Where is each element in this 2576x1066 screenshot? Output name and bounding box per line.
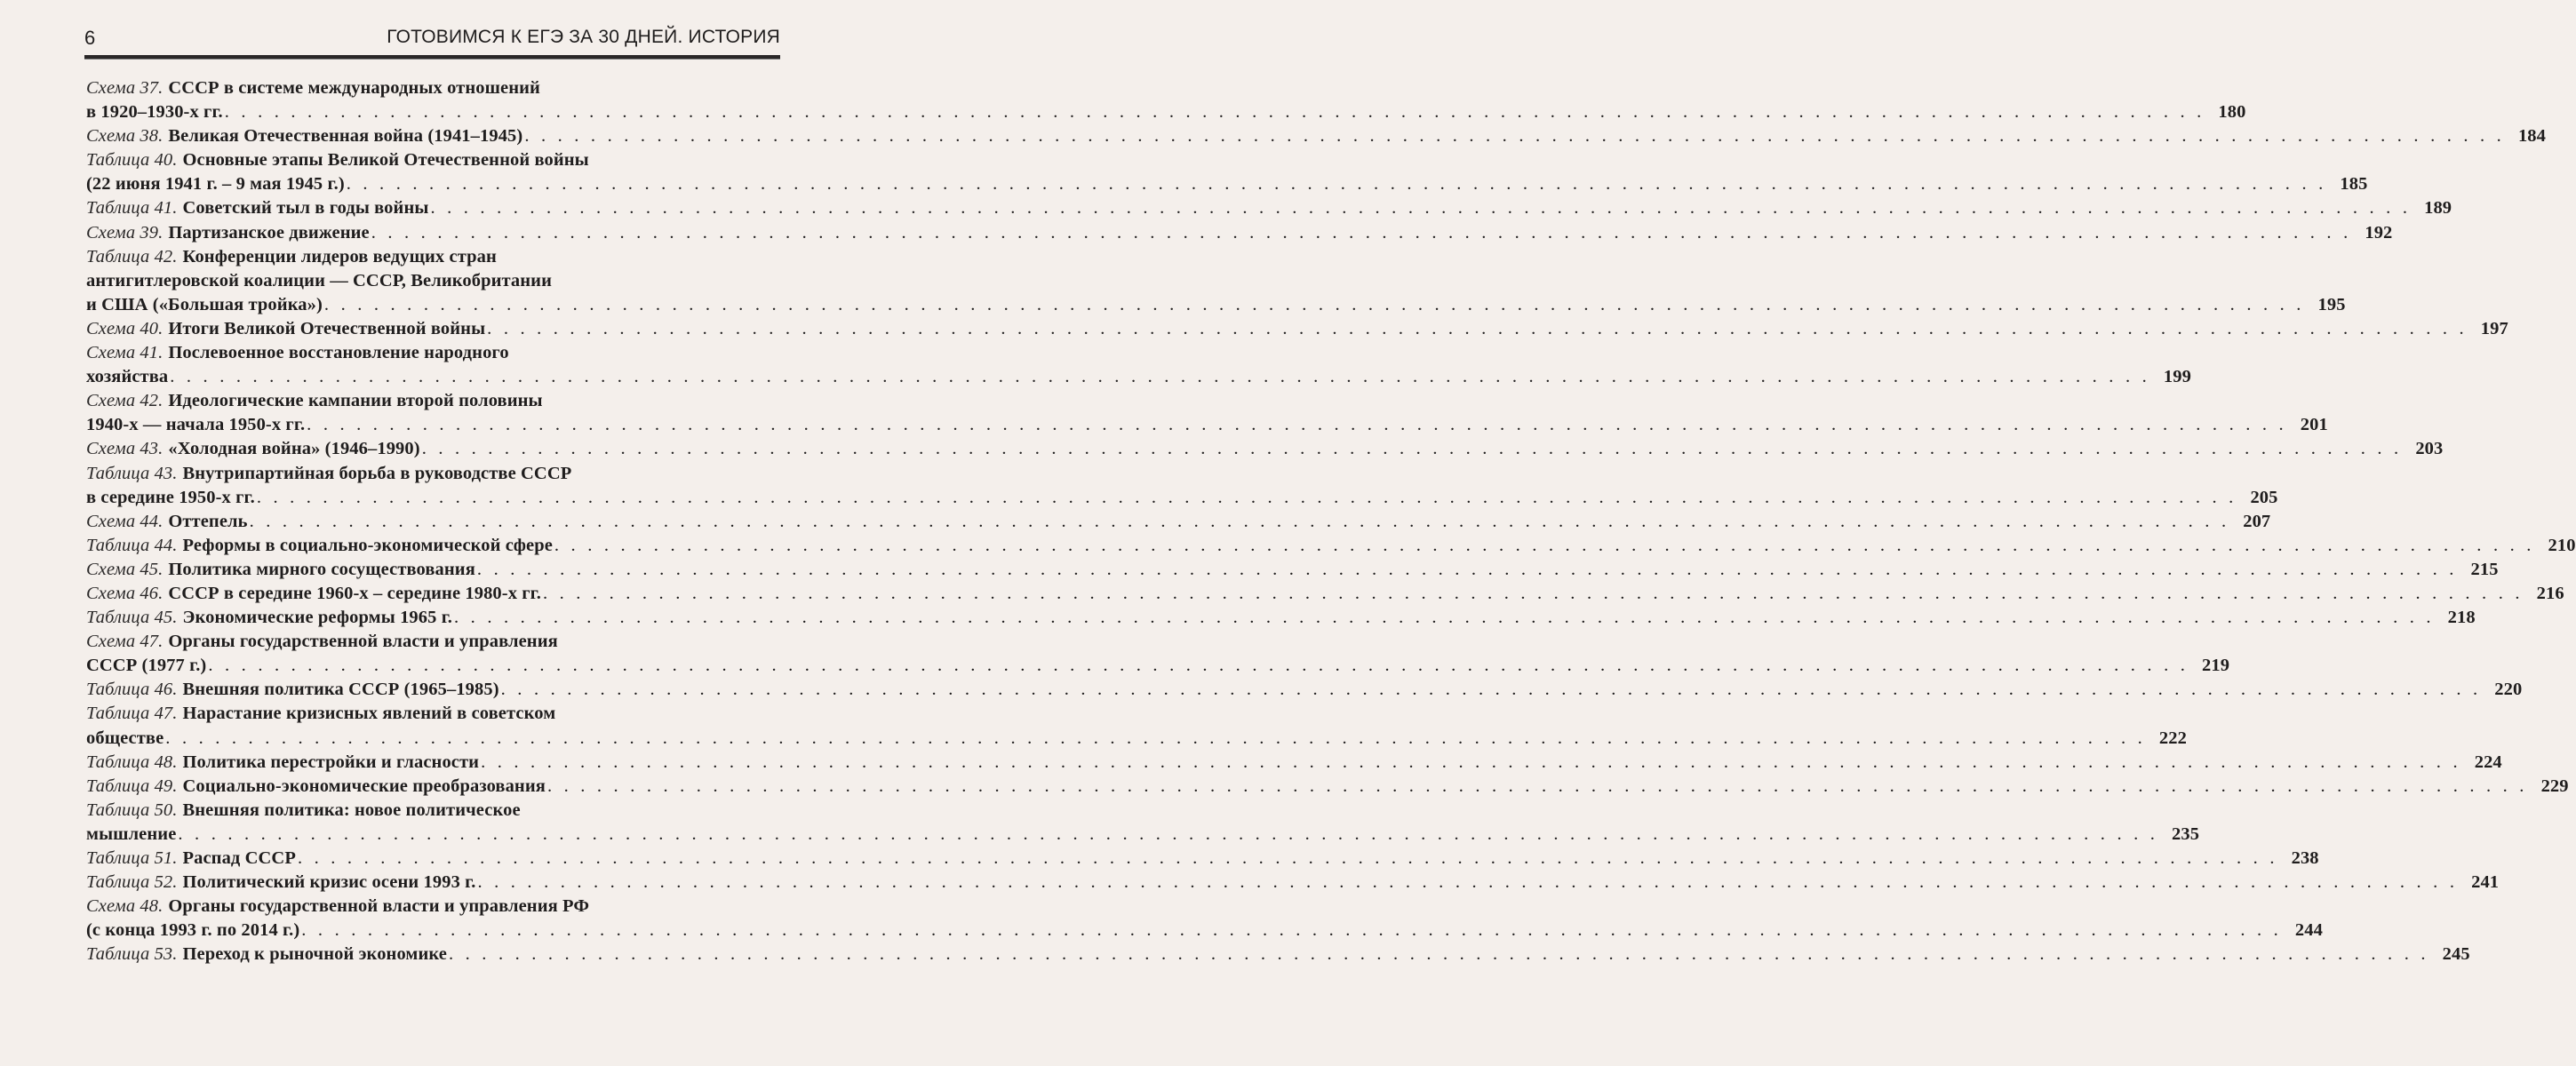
toc-entry-title: обществе — [86, 728, 164, 748]
toc-entry-title: Конференции лидеров ведущих стран — [182, 246, 497, 266]
toc-entry-label: Схема 47. — [86, 632, 163, 652]
toc-entry-page[interactable]: 238 — [2291, 848, 2319, 868]
toc-entry-label: Таблица 43. — [86, 463, 178, 483]
table-of-contents — [86, 76, 2576, 967]
toc-entry-label: Схема 38. — [86, 126, 163, 147]
toc-entry-label: Таблица 42. — [86, 246, 178, 266]
toc-entry-label: Схема 42. — [86, 391, 163, 411]
toc-entry-page[interactable]: 207 — [2243, 511, 2271, 531]
toc-entry-title: Внешняя политика: новое политическое — [182, 800, 521, 820]
book-title: ГОТОВИМСЯ К ЕГЭ ЗА 30 ДНЕЙ. ИСТОРИЯ — [387, 27, 780, 47]
toc-entry-line — [86, 702, 780, 726]
toc-entry-label: Схема 45. — [86, 559, 163, 579]
toc-entry-line — [86, 76, 780, 100]
toc-entry-page[interactable]: 184 — [2517, 126, 2547, 147]
toc-entry-page[interactable]: 229 — [2540, 776, 2569, 796]
toc-entry-page[interactable]: 222 — [2158, 728, 2187, 748]
toc-entry-title: Переход к рыночной экономике — [182, 944, 447, 965]
toc-entry-page[interactable]: 241 — [2471, 872, 2500, 893]
dot-leader: . . . . . . . . . . . . . . . . . . . . . . . . . . . . . . . . . . . . . . . . . . . . . . . . . . . . . . . . . . . . . . . . . . . . . . . . . . . . . . . . . . . . . . . . . . . . . . . . . . . . . . . . . . . . . . . . . . . . . . . . — [165, 728, 2146, 748]
toc-entry-page[interactable]: 192 — [2365, 222, 2393, 243]
toc-entry-label: Таблица 41. — [86, 198, 178, 219]
toc-entry-line — [86, 558, 2499, 582]
dot-leader: . . . . . . . . . . . . . . . . . . . . . . . . . . . . . . . . . . . . . . . . . . . . . . . . . . . . . . . . . . . . . . . . . . . . . . . . . . . . . . . . . . . . . . . . . . . . . . . . . . . . . . . . . . . . . . . . . . . . . . . . — [430, 198, 2412, 219]
toc-entry-page[interactable]: 218 — [2447, 608, 2476, 628]
dot-leader: . . . . . . . . . . . . . . . . . . . . . . . . . . . . . . . . . . . . . . . . . . . . . . . . . . . . . . . . . . . . . . . . . . . . . . . . . . . . . . . . . . . . . . . . . . . . . . . . . . . . . . . . . . . . . . . . . . . . . . . . — [301, 920, 2282, 941]
toc-entry-line — [86, 486, 2278, 510]
toc-entry-line — [86, 269, 780, 293]
toc-entry[interactable] — [86, 775, 2569, 799]
toc-entry-label: Таблица 49. — [86, 776, 178, 796]
toc-entry-line — [86, 799, 780, 823]
toc-entry-title: 1940-х — начала 1950-х гг. — [86, 415, 306, 435]
toc-entry-page[interactable]: 205 — [2250, 487, 2278, 507]
toc-entry-title: Реформы в социально-экономической сфере — [182, 535, 553, 555]
toc-entry-page[interactable]: 203 — [2415, 439, 2444, 459]
toc-entry-line — [86, 582, 2564, 606]
toc-entry-title: (с конца 1993 г. по 2014 г.) — [86, 920, 300, 941]
toc-entry-line — [86, 196, 2452, 220]
toc-entry-title: Основные этапы Великой Отечественной войны — [182, 150, 589, 171]
toc-entry-label: Таблица 51. — [86, 848, 178, 868]
dot-leader: . . . . . . . . . . . . . . . . . . . . . . . . . . . . . . . . . . . . . . . . . . . . . . . . . . . . . . . . . . . . . . . . . . . . . . . . . . . . . . . . . . . . . . . . . . . . . . . . . . . . . . . . . . . . . . . . . . . . . . . . — [481, 752, 2461, 772]
toc-entry-title: Идеологические кампании второй половины — [168, 391, 543, 411]
toc-entry[interactable] — [86, 534, 2576, 558]
toc-entry-label: Схема 44. — [86, 511, 163, 531]
toc-entry-line — [86, 245, 780, 269]
dot-leader: . . . . . . . . . . . . . . . . . . . . . . . . . . . . . . . . . . . . . . . . . . . . . . . . . . . . . . . . . . . . . . . . . . . . . . . . . . . . . . . . . . . . . . . . . . . . . . . . . . . . . . . . . . . . . . . . . . . . . . . . — [477, 872, 2459, 893]
toc-entry-label: Схема 39. — [86, 222, 163, 243]
toc-entry-title: Послевоенное восстановление народного — [168, 343, 509, 363]
toc-entry-page[interactable]: 224 — [2474, 752, 2502, 772]
toc-entry-title: Политика мирного сосуществования — [168, 559, 475, 579]
page-number: 6 — [84, 27, 96, 49]
toc-entry-line — [86, 510, 2271, 534]
toc-entry-line — [86, 775, 2569, 799]
toc-entry-title: Нарастание кризисных явлений в советском — [182, 704, 556, 724]
toc-entry-title: в середине 1950-х гг. — [86, 487, 255, 507]
toc-entry-line — [86, 871, 2500, 895]
toc-entry-label: Таблица 53. — [86, 944, 178, 965]
toc-entry-title: Органы государственной власти и управления РФ — [168, 896, 590, 917]
toc-entry-title: и США («Большая тройка») — [86, 294, 323, 314]
dot-leader: . . . . . . . . . . . . . . . . . . . . . . . . . . . . . . . . . . . . . . . . . . . . . . . . . . . . . . . . . . . . . . . . . . . . . . . . . . . . . . . . . . . . . . . . . . . . . . . . . . . . . . . . . . . . . . . . . . . . . . . . — [487, 318, 2468, 338]
toc-entry-label: Таблица 45. — [86, 608, 178, 628]
toc-entry-line — [86, 654, 2230, 678]
toc-entry-title: в 1920–1930-х гг. — [86, 102, 223, 123]
dot-leader: . . . . . . . . . . . . . . . . . . . . . . . . . . . . . . . . . . . . . . . . . . . . . . . . . . . . . . . . . . . . . . . . . . . . . . . . . . . . . . . . . . . . . . . . . . . . . . . . . . . . . . . . . . . . . . . . . . . . . . . . — [323, 294, 2305, 314]
toc-entry-title: антигитлеровской коалиции — СССР, Великобритании — [86, 270, 552, 290]
toc-entry-line — [86, 847, 2319, 871]
toc-entry-line — [86, 221, 2393, 245]
toc-entry-title: СССР в системе международных отношений — [168, 78, 540, 98]
toc-entry-line — [86, 437, 2444, 461]
toc-entry-line — [86, 943, 2470, 967]
toc-entry-title: (22 июня 1941 г. – 9 мая 1945 г.) — [86, 174, 345, 195]
dot-leader: . . . . . . . . . . . . . . . . . . . . . . . . . . . . . . . . . . . . . . . . . . . . . . . . . . . . . . . . . . . . . . . . . . . . . . . . . . . . . . . . . . . . . . . . . . . . . . . . . . . . . . . . . . . . . . . . . . . . . . . . — [208, 656, 2189, 676]
toc-entry-page[interactable]: 189 — [2424, 198, 2452, 219]
toc-entry[interactable] — [86, 510, 2271, 534]
toc-entry-page[interactable]: 201 — [2300, 415, 2328, 435]
dot-leader: . . . . . . . . . . . . . . . . . . . . . . . . . . . . . . . . . . . . . . . . . . . . . . . . . . . . . . . . . . . . . . . . . . . . . . . . . . . . . . . . . . . . . . . . . . . . . . . . . . . . . . . . . . . . . . . . . . . . . . . . — [371, 222, 2352, 243]
toc-entry-page[interactable]: 220 — [2494, 680, 2523, 700]
toc-entry-title: СССР (1977 г.) — [86, 656, 207, 676]
toc-entry-page[interactable]: 195 — [2317, 294, 2346, 314]
toc-entry-line — [86, 727, 2187, 751]
toc-entry-page[interactable]: 210 — [2548, 535, 2576, 555]
toc-entry[interactable] — [86, 245, 2346, 317]
toc-entry-title: Оттепель — [168, 511, 248, 531]
toc-entry-title: Органы государственной власти и управления — [168, 632, 558, 652]
toc-entry-line — [86, 365, 2191, 389]
toc-entry[interactable] — [86, 630, 2230, 678]
toc-entry-page[interactable]: 215 — [2470, 559, 2499, 579]
dot-leader: . . . . . . . . . . . . . . . . . . . . . . . . . . . . . . . . . . . . . . . . . . . . . . . . . . . . . . . . . . . . . . . . . . . . . . . . . . . . . . . . . . . . . . . . . . . . . . . . . . . . . . . . . . . . . . . . . . . . . . . . — [170, 367, 2150, 387]
toc-entry-line — [86, 678, 2523, 702]
toc-entry-page[interactable]: 199 — [2163, 367, 2191, 387]
toc-entry-page[interactable]: 185 — [2340, 174, 2368, 195]
toc-entry-title: Великая Отечественная война (1941–1945) — [168, 126, 523, 147]
toc-entry-line — [86, 389, 780, 413]
toc-entry[interactable] — [86, 751, 2502, 775]
toc-entry[interactable] — [86, 943, 2470, 967]
toc-entry-line — [86, 606, 2476, 630]
toc-entry-line — [86, 413, 2328, 437]
dot-leader: . . . . . . . . . . . . . . . . . . . . . . . . . . . . . . . . . . . . . . . . . . . . . . . . . . . . . . . . . . . . . . . . . . . . . . . . . . . . . . . . . . . . . . . . . . . . . . . . . . . . . . . . . . . . . . . . . . . . . . . . — [543, 583, 2524, 603]
toc-entry-page[interactable]: 245 — [2442, 944, 2470, 965]
toc-entry-title: «Холодная война» (1946–1990) — [168, 439, 420, 459]
dot-leader: . . . . . . . . . . . . . . . . . . . . . . . . . . . . . . . . . . . . . . . . . . . . . . . . . . . . . . . . . . . . . . . . . . . . . . . . . . . . . . . . . . . . . . . . . . . . . . . . . . . . . . . . . . . . . . . . . . . . . . . . — [249, 511, 2230, 531]
toc-entry-label: Таблица 52. — [86, 872, 178, 893]
toc-entry-label: Схема 40. — [86, 318, 163, 338]
dot-leader: . . . . . . . . . . . . . . . . . . . . . . . . . . . . . . . . . . . . . . . . . . . . . . . . . . . . . . . . . . . . . . . . . . . . . . . . . . . . . . . . . . . . . . . . . . . . . . . . . . . . . . . . . . . . . . . . . . . . . . . . — [224, 102, 2205, 123]
toc-entry-title: Советский тыл в годы войны — [182, 198, 429, 219]
toc-entry[interactable] — [86, 558, 2499, 582]
dot-leader: . . . . . . . . . . . . . . . . . . . . . . . . . . . . . . . . . . . . . . . . . . . . . . . . . . . . . . . . . . . . . . . . . . . . . . . . . . . . . . . . . . . . . . . . . . . . . . . . . . . . . . . . . . . . . . . . . . . . . . . . — [476, 559, 2458, 579]
dot-leader: . . . . . . . . . . . . . . . . . . . . . . . . . . . . . . . . . . . . . . . . . . . . . . . . . . . . . . . . . . . . . . . . . . . . . . . . . . . . . . . . . . . . . . . . . . . . . . . . . . . . . . . . . . . . . . . . . . . . . . . . — [546, 776, 2528, 796]
toc-entry-label: Схема 48. — [86, 896, 163, 917]
toc-entry-title: Политический кризис осени 1993 г. — [182, 872, 476, 893]
toc-entry[interactable] — [86, 799, 2200, 847]
toc-entry-label: Таблица 48. — [86, 752, 178, 772]
toc-entry[interactable] — [86, 148, 2368, 196]
toc-entry-title: Итоги Великой Отечественной войны — [168, 318, 486, 338]
dot-leader: . . . . . . . . . . . . . . . . . . . . . . . . . . . . . . . . . . . . . . . . . . . . . . . . . . . . . . . . . . . . . . . . . . . . . . . . . . . . . . . . . . . . . . . . . . . . . . . . . . . . . . . . . . . . . . . . . . . . . . . . — [500, 680, 2482, 700]
dot-leader: . . . . . . . . . . . . . . . . . . . . . . . . . . . . . . . . . . . . . . . . . . . . . . . . . . . . . . . . . . . . . . . . . . . . . . . . . . . . . . . . . . . . . . . . . . . . . . . . . . . . . . . . . . . . . . . . . . . . . . . . — [454, 608, 2435, 628]
toc-entry-title: хозяйства — [86, 367, 169, 387]
toc-entry[interactable] — [86, 437, 2444, 461]
toc-entry-title: Внешняя политика СССР (1965–1985) — [182, 680, 499, 700]
toc-entry[interactable] — [86, 76, 2246, 124]
toc-entry-label: Таблица 46. — [86, 680, 178, 700]
dot-leader: . . . . . . . . . . . . . . . . . . . . . . . . . . . . . . . . . . . . . . . . . . . . . . . . . . . . . . . . . . . . . . . . . . . . . . . . . . . . . . . . . . . . . . . . . . . . . . . . . . . . . . . . . . . . . . . . . . . . . . . . — [307, 415, 2287, 435]
toc-entry[interactable] — [86, 317, 2508, 341]
toc-entry-title: Распад СССР — [182, 848, 296, 868]
dot-leader: . . . . . . . . . . . . . . . . . . . . . . . . . . . . . . . . . . . . . . . . . . . . . . . . . . . . . . . . . . . . . . . . . . . . . . . . . . . . . . . . . . . . . . . . . . . . . . . . . . . . . . . . . . . . . . . . . . . . . . . . — [554, 535, 2535, 555]
toc-entry[interactable] — [86, 196, 2452, 220]
toc-entry-line — [86, 462, 780, 486]
toc-entry-line — [86, 124, 2547, 148]
toc-entry[interactable] — [86, 702, 2187, 750]
toc-entry-line — [86, 172, 2368, 196]
toc-entry-label: Схема 43. — [86, 439, 163, 459]
toc-entry-title: Экономические реформы 1965 г. — [182, 608, 453, 628]
toc-entry-page[interactable]: 180 — [2218, 102, 2246, 123]
toc-entry[interactable] — [86, 847, 2319, 871]
toc-entry-title: мышление — [86, 823, 177, 844]
toc-entry-line — [86, 823, 2200, 847]
toc-entry[interactable] — [86, 871, 2500, 895]
toc-entry-page[interactable]: 219 — [2202, 656, 2230, 676]
toc-entry-line — [86, 317, 2508, 341]
toc-entry[interactable] — [86, 895, 2323, 943]
toc-entry-line — [86, 100, 2246, 124]
toc-entry-line — [86, 148, 780, 172]
toc-entry-label: Таблица 44. — [86, 535, 178, 555]
toc-entry[interactable] — [86, 582, 2564, 606]
toc-entry-line — [86, 630, 780, 654]
dot-leader: . . . . . . . . . . . . . . . . . . . . . . . . . . . . . . . . . . . . . . . . . . . . . . . . . . . . . . . . . . . . . . . . . . . . . . . . . . . . . . . . . . . . . . . . . . . . . . . . . . . . . . . . . . . . . . . . . . . . . . . . — [449, 944, 2429, 965]
toc-entry-label: Схема 37. — [86, 78, 163, 98]
toc-entry[interactable] — [86, 389, 2328, 437]
toc-entry-title: Политика перестройки и гласности — [182, 752, 480, 772]
toc-entry[interactable] — [86, 341, 2191, 389]
running-header — [84, 27, 780, 53]
toc-entry-page[interactable]: 216 — [2536, 583, 2564, 603]
toc-entry-title: Внутрипартийная борьба в руководстве СССР — [182, 463, 572, 483]
toc-entry-line — [86, 895, 780, 919]
dot-leader: . . . . . . . . . . . . . . . . . . . . . . . . . . . . . . . . . . . . . . . . . . . . . . . . . . . . . . . . . . . . . . . . . . . . . . . . . . . . . . . . . . . . . . . . . . . . . . . . . . . . . . . . . . . . . . . . . . . . . . . . — [256, 487, 2237, 507]
toc-entry[interactable] — [86, 221, 2393, 245]
toc-entry-label: Схема 41. — [86, 343, 163, 363]
toc-entry[interactable] — [86, 678, 2523, 702]
header-rule — [84, 55, 780, 60]
toc-entry-line — [86, 341, 780, 365]
toc-entry[interactable] — [86, 124, 2547, 148]
toc-entry-line — [86, 534, 2576, 558]
toc-entry-page[interactable]: 197 — [2480, 318, 2508, 338]
toc-entry-title: Партизанское движение — [168, 222, 370, 243]
toc-entry-label: Таблица 47. — [86, 704, 178, 724]
dot-leader: . . . . . . . . . . . . . . . . . . . . . . . . . . . . . . . . . . . . . . . . . . . . . . . . . . . . . . . . . . . . . . . . . . . . . . . . . . . . . . . . . . . . . . . . . . . . . . . . . . . . . . . . . . . . . . . . . . . . . . . . — [178, 823, 2159, 844]
toc-entry[interactable] — [86, 606, 2476, 630]
toc-entry-line — [86, 919, 2323, 943]
toc-entry-title: СССР в середине 1960-х – середине 1980-х гг. — [168, 583, 541, 603]
dot-leader: . . . . . . . . . . . . . . . . . . . . . . . . . . . . . . . . . . . . . . . . . . . . . . . . . . . . . . . . . . . . . . . . . . . . . . . . . . . . . . . . . . . . . . . . . . . . . . . . . . . . . . . . . . . . . . . . . . . . . . . . — [346, 174, 2327, 195]
toc-entry-label: Таблица 50. — [86, 800, 178, 820]
toc-entry[interactable] — [86, 462, 2278, 510]
toc-entry-title: Социально-экономические преобразования — [182, 776, 546, 796]
toc-entry-line — [86, 751, 2502, 775]
toc-entry-page[interactable]: 235 — [2172, 823, 2200, 844]
dot-leader: . . . . . . . . . . . . . . . . . . . . . . . . . . . . . . . . . . . . . . . . . . . . . . . . . . . . . . . . . . . . . . . . . . . . . . . . . . . . . . . . . . . . . . . . . . . . . . . . . . . . . . . . . . . . . . . . . . . . . . . . — [297, 848, 2278, 868]
dot-leader: . . . . . . . . . . . . . . . . . . . . . . . . . . . . . . . . . . . . . . . . . . . . . . . . . . . . . . . . . . . . . . . . . . . . . . . . . . . . . . . . . . . . . . . . . . . . . . . . . . . . . . . . . . . . . . . . . . . . . . . . — [421, 439, 2403, 459]
dot-leader: . . . . . . . . . . . . . . . . . . . . . . . . . . . . . . . . . . . . . . . . . . . . . . . . . . . . . . . . . . . . . . . . . . . . . . . . . . . . . . . . . . . . . . . . . . . . . . . . . . . . . . . . . . . . . . . . . . . . . . . . — [524, 126, 2506, 147]
toc-entry-label: Таблица 40. — [86, 150, 178, 171]
toc-entry-line — [86, 293, 2346, 317]
toc-entry-label: Схема 46. — [86, 583, 163, 603]
toc-entry-page[interactable]: 244 — [2294, 920, 2323, 941]
